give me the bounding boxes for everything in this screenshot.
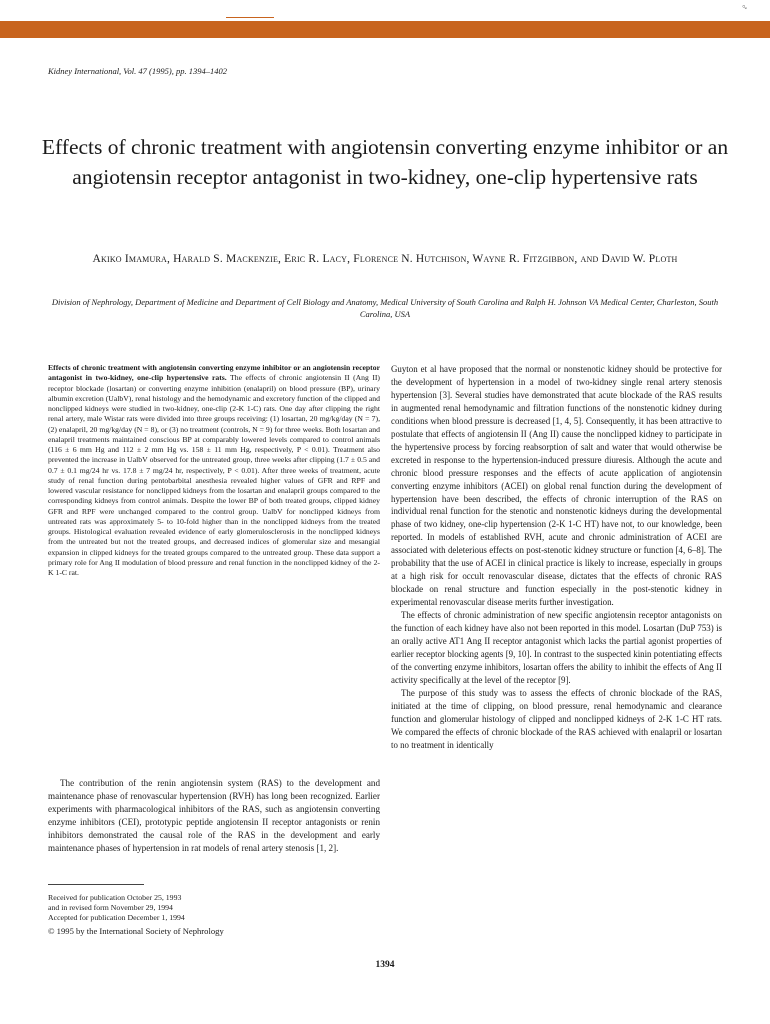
abstract-body: The effects of chronic angiotensin II (Ang II) receptor blockade (losartan) or converting enzyme inhibition (enalapril) on blood pressure (BP), urinary albumin excretion (UalbV), renal histology and the hemodynamic and excretory function of the clipped and nonclipped kidneys were studied in two-kidney, one-clip (2-K 1-C) rats. One day after clipping the right renal artery, male Wistar rats were divided into three groups receiving: (1) losartan, 20 mg/kg/day (N = 7), (2) enalapril, 20 mg/kg/day (N = 8), or (3) no treatment (controls, N = 9) for three weeks. Both losartan and enalapril treatments maintained conscious BP at comparably lowered levels compared to control animals (116 ± 6 mm Hg and 112 ± 2 mm Hg vs. 158 ± 11 mm Hg, respectively, P < 0.01). Treatment also prevented the increase in UalbV observed for the untreated group, three weeks after clipping (1.7 ± 0.5 and 0.7 ± 0.1 mg/24 hr vs. 17.8 ± 7 mg/24 hr, respectively, P < 0.01). After three weeks of treatment, acute study of renal function during pentobarbital anesthesia revealed higher values of GFR and RPF and lowered vascular resistance for nonclipped kidneys from the losartan and enalapril groups compared to the corresponding kidneys from control animals. Despite the lower BP of both treated groups, clipped kidney GFR and RPF were unchanged compared to the control group. UalbV for nonclipped kidneys from untreated rats was approximately 5- to 10-fold higher than in the nonclipped kidneys from the treated groups. Histological evaluation revealed evidence of early glomerulosclerosis in the nonclipped kidneys from the untreated but not the treated groups, and decreased indices of glomerular size and mesangial expansion in clipped kidneys for the treated groups compared to the untreated group. These data support a primary role for Ang II modulation of blood pressure and renal function in the nonclipped kidney of the 2-K 1-C rat.: [48, 373, 380, 577]
header-rule-short: [226, 17, 274, 18]
article-title: Effects of chronic treatment with angiotensin converting enzyme inhibitor or an angiotensin receptor antagonist in two-kidney, one-clip hypertensive rats: [41, 135, 729, 189]
right-paragraph-1: Guyton et al have proposed that the normal or nonstenotic kidney should be protective for the development of hypertension in a model of two-kidney single renal artery stenosis hypertension [3]. Several studies have demonstrated that acute blockade of the RAS results in augmented renal hemodynamic and filtration functions of the nonstenotic kidney during conditions when blood pressure is decreased [1, 4, 5]. Consequently, it has been attractive to postulate that effects of angiotensin II (Ang II) cause the nonclipped kidney to participate in the hypertensive process by forcing reabsorption of salt and water that would otherwise be excreted in response to the hypertension-induced pressure diuresis. Although the acute and chronic blood pressure responses and the effects of acute application of angiotensin converting enzyme inhibitors (ACEI) on global renal function during the development of hypertension have been described, the effects of chronic interruption of the RAS on individual renal function for the stenotic and nonstenotic kidneys during the developmental phase of two kidney, one-clip hypertension (2-K 1-C HT) have not, to our knowledge, been reported. In models of established RVH, acute and chronic administration of ACEI are associated with deleterious effects on post-stenotic kidney structure or function [4, 6–8]. The probability that the use of ACEI in clinical practice is likely to increase, especially in groups at a high risk for occult renovascular disease, dictates that the effects of chronic RAS blockade on renal structure and function especially in the post-stenotic kidney in experimental renovascular disease merits further investigation.: [391, 364, 722, 608]
footnote-rule: [48, 884, 144, 885]
publication-notes: [48, 893, 380, 936]
journal-citation: Kidney International, Vol. 47 (1995), pp. 1394–1402: [48, 66, 227, 76]
header-color-band: [0, 21, 770, 38]
intro-paragraph: The contribution of the renin angiotensin system (RAS) to the development and maintenance phase of renovascular hypertension (RVH) has long been recognized. Earlier experiments with pharmacological inhibitors of the RAS, such as angiotensin converting enzyme inhibitors (CEI), prototypic peptide angiotensin II receptor antagonists or renin inhibitors demonstrated the causal role of the RAS in the development and early maintenance phases of hypertension in rat models of renal artery stenosis [1, 2].: [48, 778, 380, 853]
introduction-left-column: [48, 777, 380, 855]
copyright-line: © 1995 by the International Society of Nephrology: [48, 926, 224, 936]
received-date: Received for publication October 25, 1993: [48, 893, 182, 902]
right-column: [391, 363, 722, 752]
corner-mark: ♂: [739, 3, 750, 11]
abstract: [48, 363, 380, 578]
author-list: Akiko Imamura, Harald S. Mackenzie, Eric R. Lacy, Florence N. Hutchison, Wayne R. Fitzgibbon, and David W. Ploth: [92, 253, 678, 265]
revised-date: and in revised form November 29, 1994: [48, 903, 173, 912]
affiliation: Division of Nephrology, Department of Medicine and Department of Cell Biology and Anatomy, Medical University of South Carolina and Ralph H. Johnson VA Medical Center, Charleston, South Carolina, USA: [51, 297, 719, 319]
page-number: 1394: [375, 960, 395, 970]
abstract-lead: Effects of chronic treatment with angiotensin converting enzyme inhibitor or an angiotensin receptor antagonist in two-kidney, one-clip hypertensive rats.: [48, 363, 380, 383]
accepted-date: Accepted for publication December 1, 1994: [48, 913, 185, 922]
right-paragraph-2: The effects of chronic administration of new specific angiotensin receptor antagonists on the function of each kidney have also not been reported in this model. Losartan (DuP 753) is an orally active AT1 Ang II receptor antagonist which lacks the partial agonist properties of earlier receptor blocking agents [9, 10]. In contrast to the suspected kinin potentiating effects of the converting enzyme inhibitors, losartan offers the ability to inhibit the effects of Ang II activity specifically at the level of the receptor [9].: [391, 610, 722, 685]
right-paragraph-3: The purpose of this study was to assess the effects of chronic blockade of the RAS, initiated at the time of clipping, on blood pressure, renal hemodynamic and clearance function and glomerular histology of clipped and nonclipped kidneys of 2-K 1-C HT rats. We compared the effects of chronic blockade of the RAS achieved with enalapril or losartan to no treatment in identically: [391, 687, 722, 750]
